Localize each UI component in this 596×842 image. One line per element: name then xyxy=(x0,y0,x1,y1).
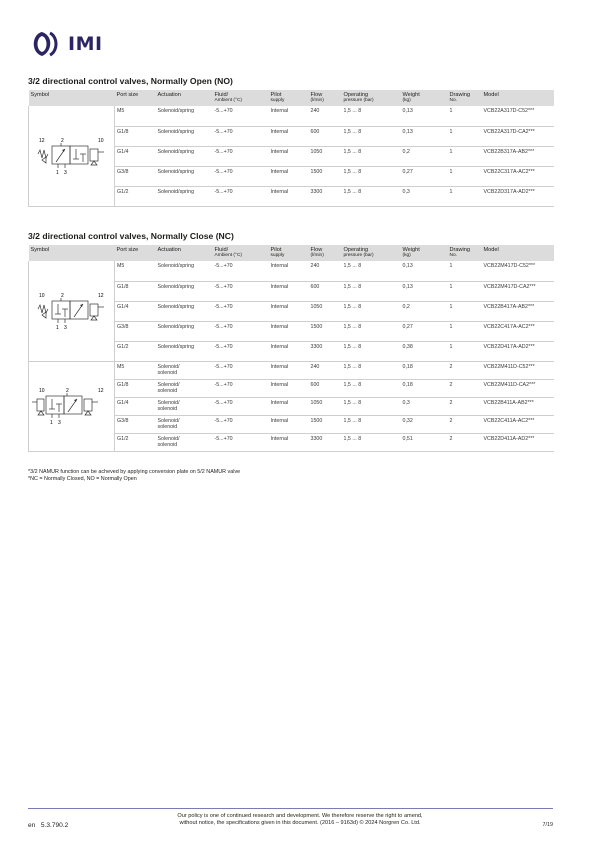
drawing-no: 2 xyxy=(448,433,482,451)
port-size: G1/4 xyxy=(115,146,156,166)
svg-text:12: 12 xyxy=(97,292,104,299)
drawing-no: 2 xyxy=(448,379,482,397)
weight: 0,13 xyxy=(401,126,448,146)
header-model: Model xyxy=(482,90,554,106)
drawing-no: 1 xyxy=(448,261,482,281)
flow: 240 xyxy=(309,361,342,379)
header-fluid-ambient: Fluid/ Ambient (°C) xyxy=(213,90,269,106)
model: VCB22M417D-C52*** xyxy=(482,261,554,281)
port-size: G3/8 xyxy=(115,166,156,186)
drawing-no: 1 xyxy=(448,321,482,341)
model: VCB22D411A-AD2*** xyxy=(482,433,554,451)
nc-spring-symbol-cell xyxy=(29,261,115,361)
weight: 0,27 xyxy=(401,321,448,341)
header-symbol: Symbol xyxy=(29,90,115,106)
footer-doc-ref: en 5.3.790.2 xyxy=(28,822,69,829)
actuation: Solenoid/spring xyxy=(156,166,213,186)
weight: 0,27 xyxy=(401,166,448,186)
temperature: -5...+70 xyxy=(213,126,269,146)
port-size: G3/8 xyxy=(115,321,156,341)
actuation: Solenoid/spring xyxy=(156,261,213,281)
table-row xyxy=(29,361,554,379)
pressure: 1,5 ... 8 xyxy=(342,433,401,451)
pressure: 1,5 ... 8 xyxy=(342,106,401,126)
flow: 1050 xyxy=(309,397,342,415)
drawing-no: 1 xyxy=(448,126,482,146)
actuation: Solenoid/spring xyxy=(156,341,213,361)
actuation: Solenoid/ solenoid xyxy=(156,361,213,379)
pilot-supply: Internal xyxy=(269,261,309,281)
model: VCB22C317A-AC2*** xyxy=(482,166,554,186)
header-actuation: Actuation xyxy=(156,245,213,261)
table-row xyxy=(29,261,554,281)
flow: 1500 xyxy=(309,166,342,186)
no-section-title: 3/2 directional control valves, Normally Open (NO) xyxy=(28,76,233,86)
pilot-supply: Internal xyxy=(269,397,309,415)
port-size: G1/2 xyxy=(115,341,156,361)
model: VCB22D417A-AD2*** xyxy=(482,341,554,361)
actuation: Solenoid/spring xyxy=(156,126,213,146)
nc-valve-table xyxy=(28,245,554,452)
header-drawing: Drawing No. xyxy=(448,90,482,106)
footer-disclaimer-line1: Our policy is one of continued research and development. We therefore reserve the right to amend, xyxy=(177,813,423,819)
table-row xyxy=(29,106,554,126)
flow: 1500 xyxy=(309,321,342,341)
header-model: Model xyxy=(482,245,554,261)
weight: 0,13 xyxy=(401,106,448,126)
pilot-supply: Internal xyxy=(269,186,309,206)
port-size: G1/2 xyxy=(115,186,156,206)
footnote-abbreviations: *NC = Normally Closed, NO = Normally Open xyxy=(28,476,137,482)
no-valve-symbol-icon xyxy=(32,132,112,178)
temperature: -5...+70 xyxy=(213,433,269,451)
pressure: 1,5 ... 8 xyxy=(342,321,401,341)
pressure: 1,5 ... 8 xyxy=(342,186,401,206)
flow: 3300 xyxy=(309,433,342,451)
pilot-supply: Internal xyxy=(269,379,309,397)
temperature: -5...+70 xyxy=(213,281,269,301)
pilot-supply: Internal xyxy=(269,126,309,146)
drawing-no: 1 xyxy=(448,281,482,301)
pressure: 1,5 ... 8 xyxy=(342,397,401,415)
header-port-size: Port size xyxy=(115,245,156,261)
weight: 0,32 xyxy=(401,415,448,433)
header-fluid-ambient: Fluid/ Ambient (°C) xyxy=(213,245,269,261)
flow: 3300 xyxy=(309,341,342,361)
drawing-no: 2 xyxy=(448,361,482,379)
port-size: G1/8 xyxy=(115,379,156,397)
model: VCB22A317D-CA2*** xyxy=(482,126,554,146)
svg-text:10: 10 xyxy=(38,387,45,394)
temperature: -5...+70 xyxy=(213,379,269,397)
logo-text: IMI xyxy=(68,33,103,55)
drawing-no: 1 xyxy=(448,166,482,186)
actuation: Solenoid/spring xyxy=(156,321,213,341)
pilot-supply: Internal xyxy=(269,341,309,361)
weight: 0,38 xyxy=(401,341,448,361)
port-size: G1/4 xyxy=(115,397,156,415)
weight: 0,2 xyxy=(401,146,448,166)
port-size: M5 xyxy=(115,106,156,126)
svg-text:2: 2 xyxy=(60,292,64,299)
model: VCB22C411A-AC2*** xyxy=(482,415,554,433)
pressure: 1,5 ... 8 xyxy=(342,126,401,146)
page-number: 7/19 xyxy=(542,822,553,828)
temperature: -5...+70 xyxy=(213,301,269,321)
flow: 1050 xyxy=(309,301,342,321)
header-operating-pressure: Operating pressure (bar) xyxy=(342,90,401,106)
temperature: -5...+70 xyxy=(213,361,269,379)
flow: 240 xyxy=(309,106,342,126)
pressure: 1,5 ... 8 xyxy=(342,146,401,166)
header-weight: Weight (kg) xyxy=(401,245,448,261)
svg-text:10: 10 xyxy=(38,292,45,299)
pressure: 1,5 ... 8 xyxy=(342,341,401,361)
pilot-supply: Internal xyxy=(269,361,309,379)
drawing-no: 1 xyxy=(448,186,482,206)
temperature: -5...+70 xyxy=(213,321,269,341)
model: VCB22B417A-AB2*** xyxy=(482,301,554,321)
actuation: Solenoid/spring xyxy=(156,146,213,166)
actuation: Solenoid/spring xyxy=(156,281,213,301)
pressure: 1,5 ... 8 xyxy=(342,166,401,186)
flow: 1050 xyxy=(309,146,342,166)
footnote-namur: *3/2 NAMUR function can be acheved by applying conversion plate on 5/2 NAMUR valve xyxy=(28,469,241,475)
actuation: Solenoid/spring xyxy=(156,106,213,126)
nc-solenoid-symbol-cell xyxy=(29,361,115,451)
no-table-header xyxy=(29,90,554,106)
flow: 600 xyxy=(309,379,342,397)
model: VCB22B411A-AB2*** xyxy=(482,397,554,415)
temperature: -5...+70 xyxy=(213,397,269,415)
temperature: -5...+70 xyxy=(213,261,269,281)
port-size: G1/8 xyxy=(115,126,156,146)
pressure: 1,5 ... 8 xyxy=(342,379,401,397)
port-size: G3/8 xyxy=(115,415,156,433)
pressure: 1,5 ... 8 xyxy=(342,415,401,433)
pilot-supply: Internal xyxy=(269,281,309,301)
svg-text:1: 1 xyxy=(55,169,59,176)
flow: 3300 xyxy=(309,186,342,206)
svg-text:3: 3 xyxy=(63,169,67,176)
svg-text:2: 2 xyxy=(65,387,69,394)
header-drawing: Drawing No. xyxy=(448,245,482,261)
svg-text:10: 10 xyxy=(97,137,104,144)
imi-logo xyxy=(28,30,103,58)
header-pilot-supply: Pilot supply xyxy=(269,245,309,261)
header-pilot-supply: Pilot supply xyxy=(269,90,309,106)
temperature: -5...+70 xyxy=(213,106,269,126)
header-operating-pressure: Operating pressure (bar) xyxy=(342,245,401,261)
pressure: 1,5 ... 8 xyxy=(342,281,401,301)
pressure: 1,5 ... 8 xyxy=(342,301,401,321)
header-symbol: Symbol xyxy=(29,245,115,261)
weight: 0,3 xyxy=(401,397,448,415)
footer-divider xyxy=(28,808,553,809)
header-weight: Weight (kg) xyxy=(401,90,448,106)
port-size: G1/4 xyxy=(115,301,156,321)
port-size: G1/8 xyxy=(115,281,156,301)
temperature: -5...+70 xyxy=(213,341,269,361)
drawing-no: 1 xyxy=(448,146,482,166)
drawing-no: 1 xyxy=(448,341,482,361)
svg-text:12: 12 xyxy=(97,387,104,394)
footer-disclaimer-line2: without notice, the specifications given in this document. (2016 – 9163d) © 2024 Norgren Co. Ltd. xyxy=(179,820,421,827)
port-size: M5 xyxy=(115,361,156,379)
pilot-supply: Internal xyxy=(269,301,309,321)
nc-spring-valve-symbol-icon xyxy=(32,287,112,333)
footer-disclaimer xyxy=(110,813,490,827)
header-port-size: Port size xyxy=(115,90,156,106)
svg-text:3: 3 xyxy=(57,419,61,426)
pressure: 1,5 ... 8 xyxy=(342,361,401,379)
drawing-no: 1 xyxy=(448,301,482,321)
flow: 600 xyxy=(309,126,342,146)
footnotes xyxy=(28,469,240,483)
drawing-no: 2 xyxy=(448,397,482,415)
drawing-no: 2 xyxy=(448,415,482,433)
imi-logo-mark xyxy=(28,30,62,58)
pilot-supply: Internal xyxy=(269,106,309,126)
svg-text:3: 3 xyxy=(63,324,67,331)
port-size: M5 xyxy=(115,261,156,281)
port-size: G1/2 xyxy=(115,433,156,451)
actuation: Solenoid/spring xyxy=(156,186,213,206)
model: VCB22M411D-CA2*** xyxy=(482,379,554,397)
drawing-no: 1 xyxy=(448,106,482,126)
weight: 0,18 xyxy=(401,361,448,379)
weight: 0,2 xyxy=(401,301,448,321)
actuation: Solenoid/ solenoid xyxy=(156,397,213,415)
no-valve-symbol-cell xyxy=(29,106,115,206)
weight: 0,18 xyxy=(401,379,448,397)
weight: 0,51 xyxy=(401,433,448,451)
actuation: Solenoid/spring xyxy=(156,301,213,321)
actuation: Solenoid/ solenoid xyxy=(156,415,213,433)
model: VCB22M417D-CA2*** xyxy=(482,281,554,301)
model: VCB22B317A-AB2*** xyxy=(482,146,554,166)
actuation: Solenoid/ solenoid xyxy=(156,379,213,397)
svg-text:12: 12 xyxy=(38,137,45,144)
svg-text:1: 1 xyxy=(55,324,59,331)
nc-table-header xyxy=(29,245,554,261)
svg-text:1: 1 xyxy=(49,419,53,426)
header-flow: Flow (l/min) xyxy=(309,90,342,106)
pilot-supply: Internal xyxy=(269,166,309,186)
flow: 600 xyxy=(309,281,342,301)
model: VCB22C417A-AC2*** xyxy=(482,321,554,341)
weight: 0,3 xyxy=(401,186,448,206)
pilot-supply: Internal xyxy=(269,321,309,341)
pilot-supply: Internal xyxy=(269,415,309,433)
temperature: -5...+70 xyxy=(213,186,269,206)
header-actuation: Actuation xyxy=(156,90,213,106)
model: VCB22M411D-C52*** xyxy=(482,361,554,379)
pilot-supply: Internal xyxy=(269,433,309,451)
weight: 0,13 xyxy=(401,281,448,301)
temperature: -5...+70 xyxy=(213,166,269,186)
temperature: -5...+70 xyxy=(213,415,269,433)
nc-solenoid-valve-symbol-icon xyxy=(32,382,112,428)
no-valve-table xyxy=(28,90,554,207)
header-flow: Flow (l/min) xyxy=(309,245,342,261)
pressure: 1,5 ... 8 xyxy=(342,261,401,281)
nc-section-title: 3/2 directional control valves, Normally Close (NC) xyxy=(28,231,234,241)
svg-text:2: 2 xyxy=(60,137,64,144)
model: VCB22A317D-C52*** xyxy=(482,106,554,126)
model: VCB22D317A-AD2*** xyxy=(482,186,554,206)
pilot-supply: Internal xyxy=(269,146,309,166)
flow: 240 xyxy=(309,261,342,281)
weight: 0,13 xyxy=(401,261,448,281)
temperature: -5...+70 xyxy=(213,146,269,166)
actuation: Solenoid/ solenoid xyxy=(156,433,213,451)
flow: 1500 xyxy=(309,415,342,433)
